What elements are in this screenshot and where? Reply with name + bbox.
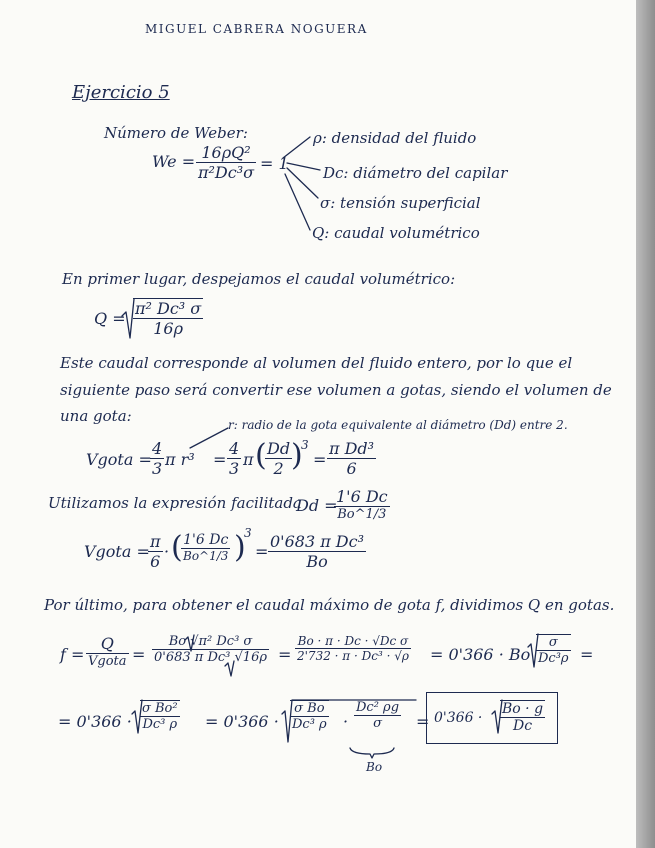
f2-root-2b [354, 700, 401, 731]
vgota2-in-num: 1'6 Dc [181, 532, 230, 549]
vgota1-f1-den: 3 [152, 459, 163, 478]
vgota2-in-den: Bo^1/3 [183, 549, 229, 563]
f1-c-num: Bo · π · Dc · √Dc σ [295, 634, 411, 649]
f2-root-2a [290, 700, 329, 732]
vgota2-close-paren: ) [234, 530, 246, 565]
vgota1-lhs: Vgota = [86, 450, 152, 469]
vgota1-close-paren: ) [291, 438, 303, 473]
paragraph-flow-line-3: una gota: [60, 407, 132, 425]
f2-eq0: = 0'366 · [58, 712, 132, 731]
result-coef: 0'366 · [434, 710, 483, 726]
f1-c-den: 2'732 · π · Dc³ · √ρ [297, 649, 409, 663]
vgota1-paren-den: 2 [273, 459, 284, 478]
f2-r2a-den: Dc³ ρ [292, 717, 327, 732]
vgota2-f2-num: 0'683 π Dc³ [270, 532, 365, 551]
f1-a-num: Q [86, 634, 129, 654]
f2-r1-num: σ Bo² [142, 701, 178, 716]
vgota2-inner-frac [181, 532, 230, 563]
f1-frac-b [152, 634, 269, 665]
q-lhs: Q = [94, 309, 126, 328]
vgota1-t2: π [243, 450, 254, 469]
f2-r2b-den: σ [373, 716, 382, 731]
vgota1-f3-num: π Dd³ [329, 439, 375, 458]
legend-tension: σ: tensión superficial [320, 194, 481, 212]
paragraph-flow-line-2: siguiente paso será convertir ese volumen a gotas, siendo el volumen de [60, 381, 612, 399]
f1-eq2: = [278, 645, 292, 664]
weber-title: Número de Weber: [104, 124, 248, 142]
vgota2-f2-den: Bo [306, 552, 328, 571]
radius-note: r: radio de la gota equivalente al diámetro (Dd) entre 2. [228, 418, 568, 432]
weber-eq: = 1 [260, 154, 289, 173]
f1-eq4: = [580, 645, 594, 664]
f1-lhs: f = [60, 645, 85, 664]
vgota1-f1-num: 4 [152, 439, 163, 458]
weber-lhs: We = [152, 152, 196, 171]
vgota1-f2-num: 4 [229, 439, 240, 458]
paragraph-expression: Utilizamos la expresión facilitada [48, 494, 302, 512]
q-root-fraction [133, 298, 203, 338]
f1-root-frac [536, 634, 571, 666]
vgota1-frac-3 [327, 439, 376, 478]
vgota2-lhs: Vgota = [84, 542, 150, 561]
paragraph-solve-q: En primer lugar, despejamos el caudal volumétrico: [62, 270, 456, 288]
author-name: MIGUEL CABRERA NOGUERA [145, 22, 368, 36]
vgota2-pow: 3 [244, 526, 252, 540]
q-num: π² Dc³ σ [135, 299, 202, 318]
f2-r2b-num: Dc² ρg [356, 700, 400, 715]
dd-num: 1'6 Dc [336, 487, 388, 506]
f1-frac-c [295, 634, 411, 663]
vgota1-eq3: = [313, 450, 327, 469]
vgota2-open-paren: ( [171, 530, 183, 565]
q-den: 16ρ [153, 319, 183, 338]
f2-brace-label: Bo [366, 760, 383, 774]
vgota1-paren-num: Dd [267, 439, 291, 458]
weber-den: π²Dc³σ [198, 163, 255, 182]
f1-root-den: Dc³ρ [538, 651, 569, 666]
f1-b-den: 0'683 π Dc³ √16ρ [154, 650, 267, 665]
paragraph-max-flow: Por último, para obtener el caudal máximo de gota f, dividimos Q en gotas. [44, 596, 615, 614]
vgota2-dot: · [164, 542, 170, 561]
f1-a-den: Vgota [88, 654, 127, 669]
legend-flow: Q: caudal volumétrico [312, 224, 480, 242]
dd-den: Bo^1/3 [337, 507, 387, 522]
vgota2-f1-den: 6 [150, 552, 161, 571]
dd-lhs: Dd = [296, 496, 338, 515]
legend-density: ρ: densidad del fluido [313, 129, 477, 147]
vgota2-f1-num: π [150, 532, 161, 551]
weber-num: 16ρQ² [196, 143, 256, 163]
f2-r1-den: Dc³ ρ [142, 717, 178, 732]
f2-eq1: = 0'366 · [205, 712, 279, 731]
f1-eq3: = 0'366 · Bo [430, 645, 531, 664]
result-num: Bo · g [502, 701, 544, 717]
f2-eq2: = [416, 712, 430, 731]
vgota1-t1: π r³ [165, 450, 195, 469]
f1-root-num: σ [536, 634, 571, 651]
exercise-heading: Ejercicio 5 [72, 82, 170, 103]
f2-root-1 [140, 700, 180, 732]
paragraph-flow-line-1: Este caudal corresponde al volumen del fluido entero, por lo que el [60, 354, 573, 372]
f1-b-num: Bo √π² Dc³ σ [152, 634, 269, 650]
f2-r2a-num: σ Bo [290, 700, 329, 717]
f1-eq1: = [132, 645, 146, 664]
dd-fraction [334, 487, 390, 522]
vgota1-paren-frac [265, 439, 292, 478]
f1-frac-a [86, 634, 129, 669]
vgota1-frac-1 [150, 439, 164, 478]
result-den: Dc [512, 718, 533, 734]
vgota1-open-paren: ( [255, 438, 267, 473]
vgota1-frac-2 [227, 439, 241, 478]
scanner-edge [636, 0, 655, 848]
weber-fraction [196, 143, 256, 182]
result-root-frac [500, 700, 545, 734]
vgota2-frac-1 [148, 532, 163, 571]
vgota2-eq: = [255, 542, 269, 561]
vgota1-pow: 3 [301, 438, 309, 452]
vgota1-eq2: = [213, 450, 227, 469]
vgota1-f3-den: 6 [346, 459, 357, 478]
vgota1-f2-den: 3 [229, 459, 240, 478]
legend-diameter: Dc: diámetro del capilar [323, 164, 508, 182]
vgota2-frac-2 [268, 532, 366, 571]
f2-dot: · [343, 712, 349, 731]
